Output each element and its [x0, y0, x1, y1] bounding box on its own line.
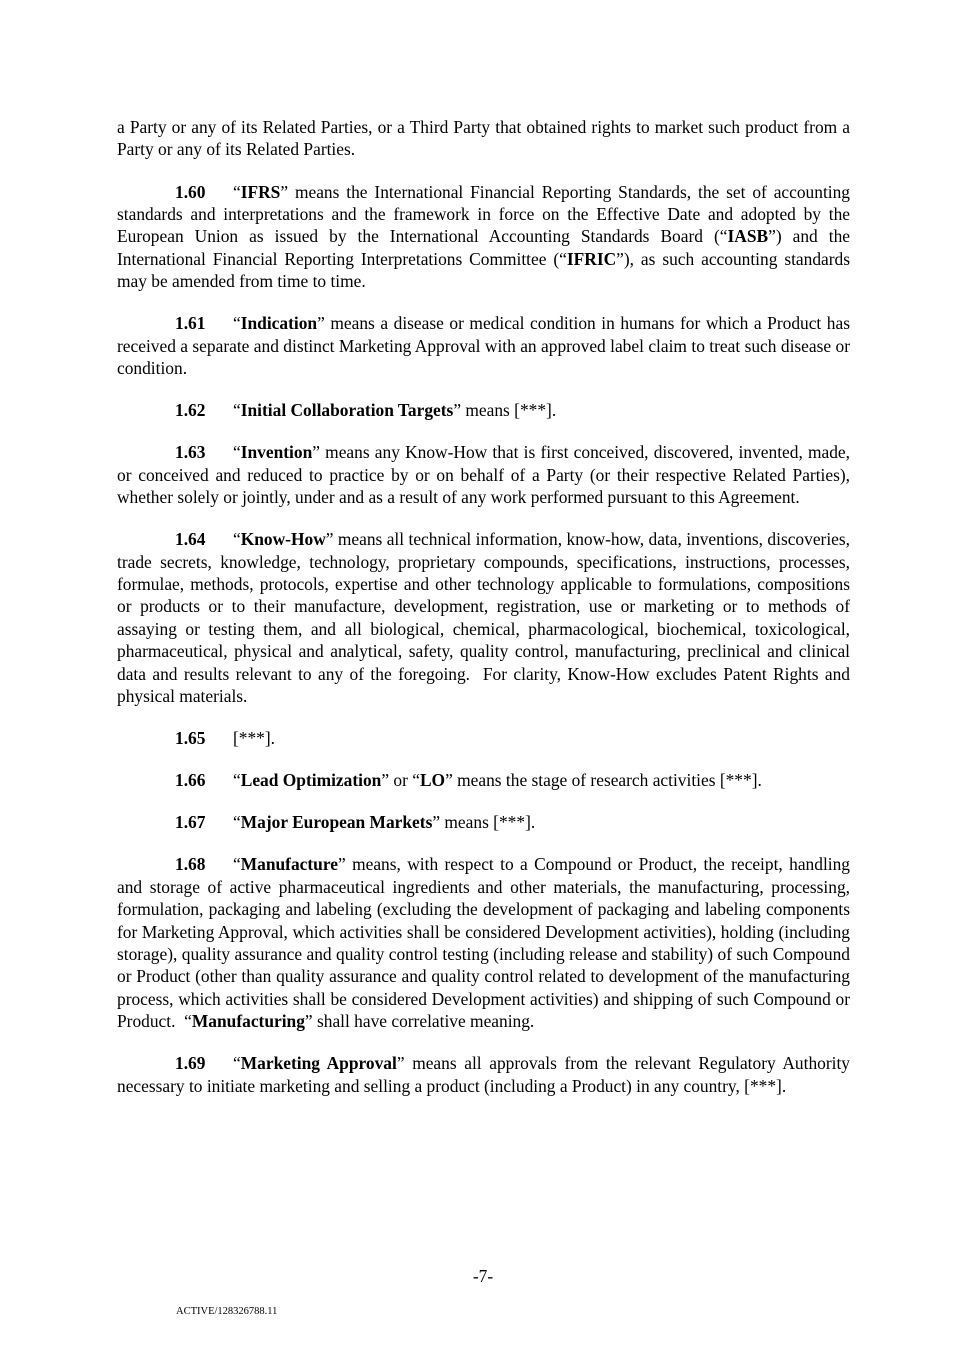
definition-1-65	[117, 727, 850, 749]
defined-term: LO	[419, 770, 446, 791]
defined-term: Lead Optimization	[240, 770, 382, 791]
definition-text: ” means all technical information, know-how, data, inventions, discoveries, trade secrets, knowledge, technology, proprietary compounds, specifications, instructions, processes, formulae, methods, protocols, expertise and other technology applicable to formulations, compositions or products or to their manufacture, development, registration, use or marketing or to methods of assaying or testing them, and all biological, chemical, pharmacological, biochemical, toxicological, pharmaceutical, physical and analytical, safety, quality control, manufacturing, preclinical and clinical data and results relevant to any of the foregoing. For clarity, Know-How excludes Patent Rights and physical materials.	[117, 529, 850, 706]
defined-term: Know-How	[240, 529, 326, 550]
definition-1-66	[117, 769, 850, 791]
definition-1-63	[117, 441, 850, 508]
defined-term: Manufacture	[240, 854, 338, 875]
definition-1-62	[117, 399, 850, 421]
definition-1-69	[117, 1052, 850, 1097]
definition-text: [***].	[233, 728, 276, 749]
definition-1-68	[117, 853, 850, 1032]
definition-text: ” means the International Financial Reporting Standards, the set of accounting standards and interpretations and the framework in force on the Effective Date and adopted by the European Union as issued by the International Accounting Standards Board (“	[117, 181, 850, 247]
section-number: 1.62	[175, 400, 206, 421]
definition-text: “	[233, 442, 241, 463]
section-number: 1.67	[175, 812, 206, 833]
section-number: 1.61	[175, 313, 206, 334]
definition-text: “	[233, 854, 241, 875]
definition-text: ”), as such accounting standards may be amended from time to time.	[117, 248, 850, 292]
definition-text: ” means, with respect to a Compound or Product, the receipt, handling and storage of active pharmaceutical ingredients and other materials, the manufacturing, processing, formulation, packaging and labeling (excluding the development of packaging and labeling components for Marketing Approval, which activities shall be considered Development activities), holding (including storage), quality assurance and quality control testing (including release and stability) of such Compound or Product (other than quality assurance and quality control related to development of the manufacturing process, which activities shall be considered Development activities) and shipping of such Compound or Product. “	[117, 854, 850, 1032]
definition-text: “	[233, 529, 241, 550]
defined-term: Marketing Approval	[240, 1053, 397, 1074]
defined-term: Invention	[240, 442, 313, 463]
definition-text: ” means all approvals from the relevant Regulatory Authority necessary to initiate marketing and selling a product (including a Product) in any country, [***].	[117, 1053, 850, 1096]
definition-text: “	[233, 812, 241, 833]
document-id: ACTIVE/128326788.11	[176, 1306, 278, 1317]
continuation-paragraph: a Party or any of its Related Parties, or a Third Party that obtained rights to market such product from a Party or any of its Related Parties.	[117, 117, 850, 160]
definition-text: ” means any Know-How that is first conceived, discovered, invented, made, or conceived and reduced to practice by or on behalf of a Party (or their respective Related Parties), whether solely or jointly, under and as a result of any work performed pursuant to this Agreement.	[117, 442, 850, 508]
definition-1-64	[117, 528, 850, 707]
definitions-list	[117, 181, 850, 1098]
defined-term: Major European Markets	[240, 812, 433, 833]
defined-term: Manufacturing	[191, 1011, 305, 1032]
definition-text: ” shall have correlative meaning.	[304, 1011, 535, 1032]
definition-text: “	[233, 181, 241, 202]
defined-term: IFRS	[240, 181, 281, 202]
definition-text: ” or “	[381, 770, 420, 791]
definition-text: “	[233, 1053, 241, 1074]
section-number: 1.68	[175, 854, 206, 875]
definition-1-61	[117, 312, 850, 379]
definition-text: ”) and the International Financial Reporting Interpretations Committee (“	[117, 226, 851, 269]
document-body	[117, 116, 850, 1117]
definition-text: “	[233, 770, 241, 791]
defined-term: IFRIC	[566, 248, 617, 269]
defined-term: Initial Collaboration Targets	[240, 400, 454, 421]
page-number: -7-	[472, 1266, 494, 1286]
definition-text: ” means a disease or medical condition in humans for which a Product has received a separate and distinct Marketing Approval with an approved label claim to treat such disease or condition.	[117, 313, 850, 379]
section-number: 1.63	[175, 442, 206, 463]
definition-text: “	[233, 313, 241, 334]
section-number: 1.69	[175, 1053, 206, 1074]
section-number: 1.60	[175, 181, 206, 202]
definition-1-60	[117, 181, 850, 293]
definition-text: ” means the stage of research activities [***].	[445, 770, 762, 791]
definition-text: ” means [***].	[453, 400, 557, 421]
section-number: 1.64	[175, 529, 206, 550]
section-number: 1.65	[175, 728, 206, 749]
defined-term: Indication	[240, 313, 318, 334]
definition-text: ” means [***].	[432, 812, 536, 833]
defined-term: IASB	[727, 226, 769, 247]
definition-text: “	[233, 400, 241, 421]
section-number: 1.66	[175, 770, 206, 791]
definition-1-67	[117, 811, 850, 833]
